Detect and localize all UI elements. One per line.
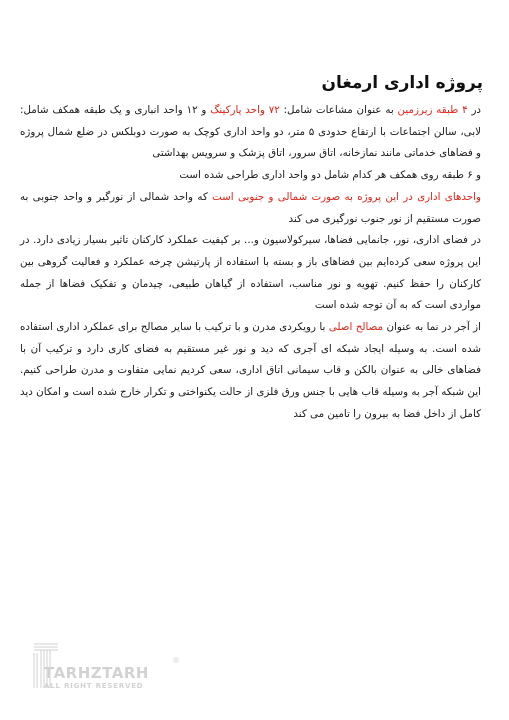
- page-title: پروژه اداری ارمغان: [321, 73, 483, 94]
- text-segment: از آجر در نما به عنوان: [383, 321, 481, 334]
- paragraph-upper-floors: [20, 165, 481, 187]
- paragraph-orientation: [20, 187, 481, 230]
- watermark-brand: TARHZTARH: [44, 664, 149, 682]
- text-segment: که واحد شمالی از نورگیر و واحد جنوبی به صورت مستقیم از نور جنوب نورگیری می کند: [20, 190, 481, 225]
- paragraph-office-space: [20, 230, 481, 317]
- highlight-orientation: واحدهای اداری در این پروژه به صورت شمالی و جنوبی است: [212, 190, 481, 203]
- highlight-basement-floors: ۴ طبقه زیرزمین: [397, 104, 468, 116]
- registered-icon: ®: [172, 656, 180, 665]
- text-segment: در: [467, 104, 481, 116]
- paragraph-basement: [20, 100, 481, 165]
- text-segment: با رویکردی مدرن و با ترکیب با سایر مصالح برای عملکرد اداری استفاده شده است. به وسیله ایجاد شبکه ای آجری که دید و نور غیر مستقیم به فضای کاری دارد و ترکیب آن با فضاهای خالی به عنوان بالکن و قاب سیمانی اتاق اداری، سعی کردیم نمایی متفاوت و مدرن طراحی کنیم. این شبکه آجر به وسیله قاب هایی با جنس ورق فلزی از حالت یکنواختی و تکرار خارج شده است و امکان دید کامل از داخل فضا به بیرون را تامین می کند: [20, 321, 481, 420]
- highlight-main-materials: مصالح اصلی: [328, 321, 384, 334]
- text-segment: به عنوان مشاعات شامل:: [279, 104, 398, 116]
- watermark-logo: [32, 640, 182, 692]
- paragraph-facade: [20, 317, 481, 426]
- text-segment: و ۱۲ واحد انباری و یک طبقه همکف شامل: لابی، سالن اجتماعات با ارتفاع حدودی ۵ متر، دو واحد اداری کوچک به صورت دوبلکس در ضلع شمال پروژه و فضاهای خدماتی مانند نمازخانه، اتاق سرور، اتاق پزشک و سرویس بهداشتی: [20, 104, 481, 160]
- highlight-parking-units: ۷۲ واحد پارکینگ: [210, 104, 280, 116]
- text-segment: و ۶ طبقه روی همکف هر کدام شامل دو واحد اداری طراحی شده است: [179, 169, 481, 182]
- text-segment: در فضای اداری، نور، جانمایی فضاها، سیرکولاسیون و... بر کیفیت عملکرد کارکنان تاثیر بسیار زیادی دارد. در این پروژه سعی کرده‌ایم بین فضاهای باز و بسته با استفاده از پارتیشن چرخه عملکرد و فعالیت گروهی بین کارکنان را حفظ کنیم. تهویه و نور مناسب، استفاده از گیاهان طبیعی، چیدمان و تفکیک فضاها از جمله مواردی است که به آن توجه شده است: [20, 234, 481, 312]
- watermark-rights: ALL RIGHT RESERVED: [44, 682, 144, 690]
- document-body: [20, 100, 481, 426]
